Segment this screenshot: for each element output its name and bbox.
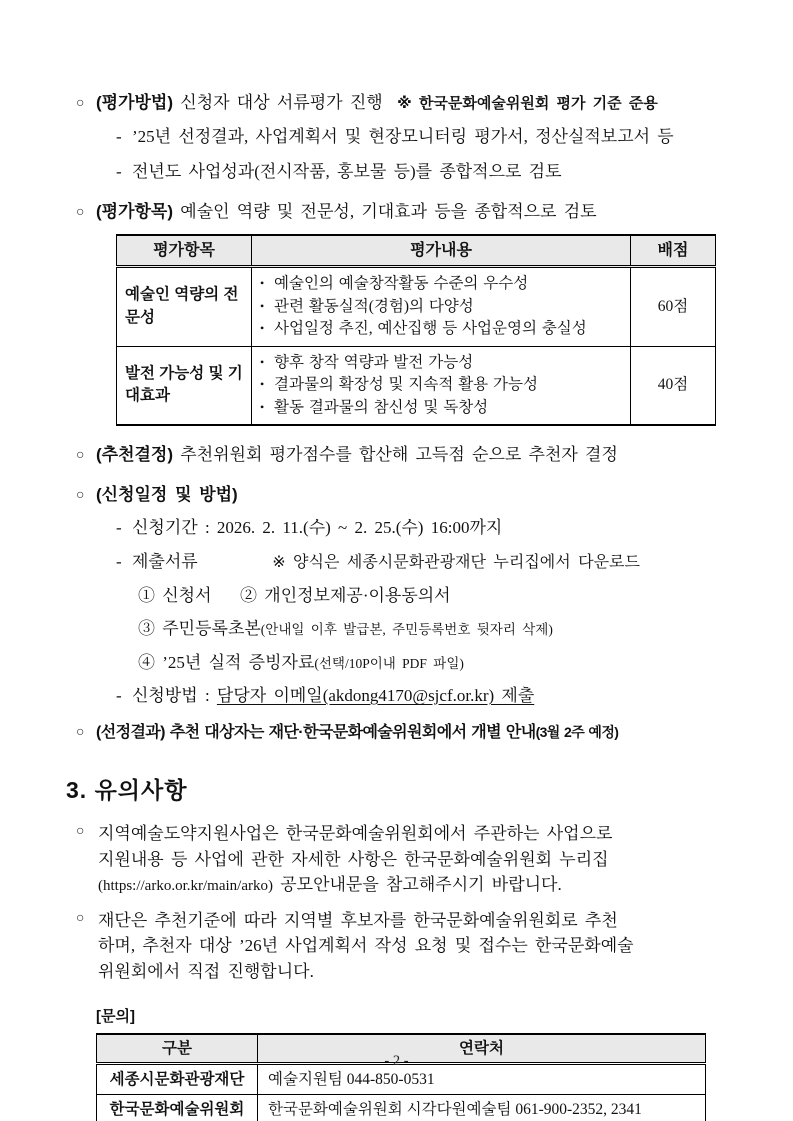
contact-table <box>96 1033 706 1121</box>
result-note: (3월 2주 예정) <box>535 723 619 740</box>
contact-row1-contact: 예술지원팀 044-850-0531 <box>258 1063 706 1094</box>
notice-para2-line1: 재단은 추천기준에 따라 지역별 후보자를 한국문화예술위원회로 추천 <box>98 910 618 930</box>
col-header-score: 배점 <box>631 235 716 267</box>
bullet-dot-icon: • <box>260 321 265 336</box>
inquiry-label: [문의] <box>96 1008 135 1025</box>
row2-content-3-text: 활동 결과물의 참신성 및 독창성 <box>274 398 489 416</box>
table-row <box>117 267 716 346</box>
dash-marker: - <box>116 162 122 181</box>
circle-bullet-icon: ○ <box>76 204 85 220</box>
notice-para2-line2: 하며, 추천자 대상 ’26년 사업계획서 작성 요청 및 접수는 한국문화예술 <box>98 936 634 955</box>
doc-item-3: ③ 주민등록초본 <box>138 619 261 638</box>
row2-score: 40점 <box>631 346 716 425</box>
row1-contents <box>252 267 631 346</box>
dash-marker: - <box>116 518 122 537</box>
recommendation-label: (추천결정) <box>96 445 174 464</box>
row1-content-3 <box>260 318 622 340</box>
contact-row2-contact: 한국문화예술위원회 시각다원예술팀 061-900-2352, 2341 <box>258 1095 706 1121</box>
doc-item-2: ② 개인정보제공·이용동의서 <box>240 585 451 605</box>
circle-bullet-icon: ○ <box>76 487 85 503</box>
schedule-label: (신청일정 및 방법) <box>96 484 238 504</box>
doc-item-1: ① 신청서 <box>138 585 212 605</box>
line-recommendation <box>76 442 728 468</box>
application-period-text: 신청기간 : 2026. 2. 11.(수) ~ 2. 25.(수) 16:00까지 <box>132 518 503 537</box>
circle-bullet-icon: ○ <box>76 448 85 463</box>
contact-row1-org: 세종시문화관광재단 <box>97 1063 258 1094</box>
page-number: - 2 - <box>384 1053 409 1070</box>
line-eval-method <box>76 90 728 116</box>
eval-method-sub2: 전년도 사업성과(전시작품, 홍보물 등)를 종합적으로 검토 <box>132 162 562 181</box>
contact-col-header-contact: 연락처 <box>258 1034 706 1064</box>
row1-content-2-text: 관련 활동실적(경험)의 다양성 <box>274 297 474 315</box>
bullet-dot-icon: • <box>260 276 265 291</box>
notice-paragraph-2 <box>76 908 728 985</box>
line-doc-3 <box>76 616 728 642</box>
line-eval-items <box>76 199 728 225</box>
circle-bullet-icon: ○ <box>76 824 85 839</box>
contact-row2-org: 한국문화예술위원회 <box>97 1095 258 1121</box>
doc-item-3-note: (안내일 이후 발급본, 주민등록번호 뒷자리 삭제) <box>260 622 553 637</box>
line-application-period <box>76 515 728 541</box>
dash-marker: - <box>116 686 122 705</box>
eval-method-sub1: ’25년 선정결과, 사업계획서 및 현장모니터링 평가서, 정산실적보고서 등 <box>132 126 674 146</box>
evaluation-table-header-row <box>117 235 716 267</box>
bullet-dot-icon: • <box>260 354 265 369</box>
evaluation-table <box>116 234 716 426</box>
eval-method-text: 신청자 대상 서류평가 진행 <box>180 93 383 112</box>
col-header-contents: 평가내용 <box>252 235 631 267</box>
row2-contents <box>252 346 631 425</box>
row2-item: 발전 가능성 및 기대효과 <box>117 346 252 425</box>
doc-item-4-note: (선택/10P이내 PDF 파일) <box>314 655 464 671</box>
line-application-method <box>76 683 728 709</box>
dash-marker: - <box>116 126 122 146</box>
eval-method-note: ※ 한국문화예술위원회 평가 기준 준용 <box>397 95 658 112</box>
doc-item-4: ④ ’25년 실적 증빙자료 <box>138 652 315 672</box>
line-submission-docs <box>76 549 728 575</box>
document-content <box>66 90 728 1121</box>
application-email-link[interactable]: 담당자 이메일(akdong4170@sjcf.or.kr) 제출 <box>216 686 535 705</box>
result-text: 추천 대상자는 재단·한국문화예술위원회에서 개별 안내 <box>169 723 536 741</box>
recommendation-text: 추천위원회 평가점수를 합산해 고득점 순으로 추천자 결정 <box>180 445 618 464</box>
row2-content-2-text: 결과물의 확장성 및 지속적 활용 가능성 <box>274 376 538 394</box>
line-eval-method-sub2 <box>76 159 728 185</box>
row1-content-1 <box>260 273 622 295</box>
notice-paragraph-1 <box>76 821 728 898</box>
circle-bullet-icon: ○ <box>76 910 85 926</box>
submission-docs-note: ※ 양식은 세종시문화관광재단 누리집에서 다운로드 <box>272 553 640 571</box>
bullet-dot-icon: • <box>260 399 265 414</box>
notice-para1-line1: 지역예술도약지원사업은 한국문화예술위원회에서 주관하는 사업으로 <box>98 824 613 843</box>
result-label: (선정결과) <box>96 723 165 741</box>
dash-marker: - <box>116 551 122 571</box>
row1-content-1-text: 예술인의 예술창작활동 수준의 우수성 <box>274 275 529 293</box>
line-doc-1-2 <box>76 583 728 609</box>
notice-para2-line3: 위원회에서 직접 진행합니다. <box>98 961 314 981</box>
row1-score: 60점 <box>631 267 716 346</box>
line-schedule <box>76 482 728 508</box>
application-method-label: 신청방법 : <box>132 686 210 705</box>
circle-bullet-icon: ○ <box>76 722 84 739</box>
row2-content-1 <box>260 352 622 374</box>
submission-docs-label: 제출서류 <box>132 551 198 571</box>
eval-method-label: (평가방법) <box>96 93 174 112</box>
row1-item: 예술인 역량의 전문성 <box>117 267 252 346</box>
notice-para1-line2: 지원내용 등 사업에 관한 자세한 사항은 한국문화예술위원회 누리집 <box>98 849 609 869</box>
row2-content-1-text: 향후 창작 역량과 발전 가능성 <box>274 353 474 371</box>
notice-para1-line3 <box>98 872 728 898</box>
col-header-item: 평가항목 <box>117 235 252 267</box>
table-row <box>117 346 716 425</box>
eval-items-label: (평가항목) <box>96 201 174 221</box>
line-result <box>76 721 728 745</box>
row1-content-3-text: 사업일정 추진, 예산집행 등 사업운영의 충실성 <box>274 320 587 338</box>
section-heading-notice: 3. 유의사항 <box>66 776 188 803</box>
table-row <box>97 1095 706 1121</box>
row1-content-2 <box>260 296 622 318</box>
row2-content-3 <box>260 397 622 419</box>
eval-items-text: 예술인 역량 및 전문성, 기대효과 등을 종합적으로 검토 <box>180 201 597 221</box>
circle-bullet-icon: ○ <box>76 96 85 111</box>
line-eval-method-sub1 <box>76 124 728 150</box>
arko-url-text: (https://arko.or.kr/main/arko) <box>98 878 273 894</box>
line-doc-4 <box>76 650 728 676</box>
row2-content-2 <box>260 374 622 396</box>
contact-col-header-org: 구분 <box>97 1034 258 1064</box>
notice-para1-line3-rest: 공모안내문을 참고해주시기 바랍니다. <box>280 875 562 894</box>
bullet-dot-icon: • <box>260 298 265 313</box>
bullet-dot-icon: • <box>260 377 265 392</box>
